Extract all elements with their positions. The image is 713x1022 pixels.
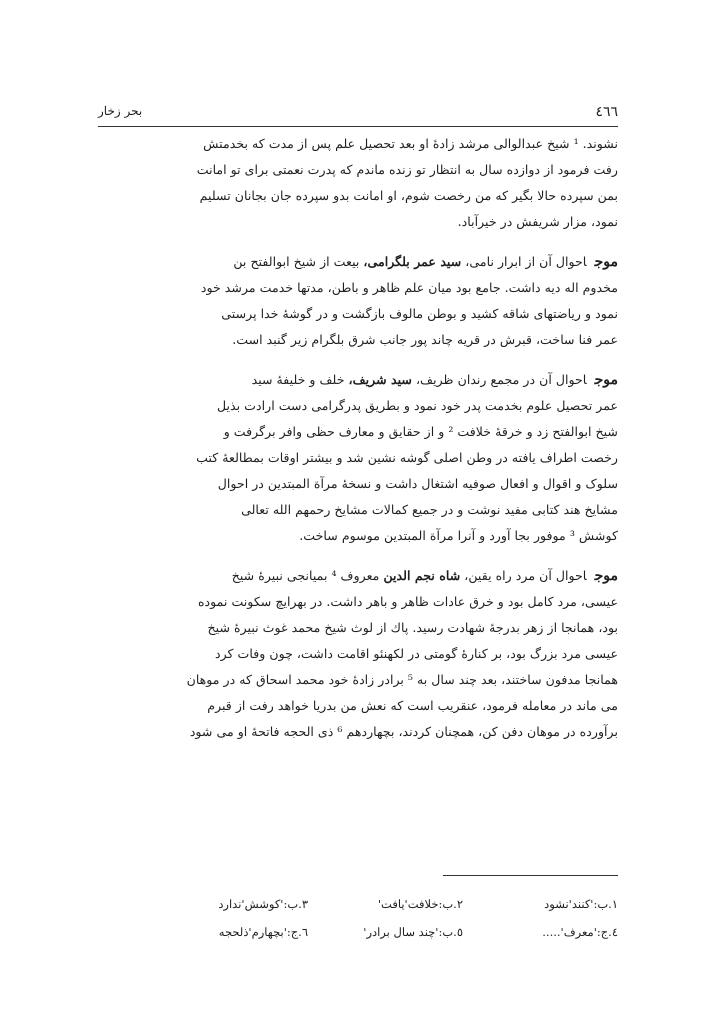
footnote: ٦.ج:'بچهارم'ذلحجه — [218, 925, 308, 939]
footnote: ٥.ب:'چند سال برادر' — [363, 925, 463, 939]
text-line: عمر تحصیل علوم بخدمت پدر خود نمود و بطریق پدرگرامی دست ارادت بذیل — [216, 398, 618, 413]
entry-first-line — [98, 367, 618, 393]
text-line: سلوک و اقوال و افعال صوفیه اشتغال داشت و نسخهٔ مرآة المبتدین در احوال — [217, 476, 618, 491]
entry-first-line — [98, 249, 618, 275]
text-line: بود، همانجا از زهر بدرجهٔ شهادت رسید. پاك از لوث شیخ محمد غوث نبیرهٔ شیخ — [207, 620, 618, 635]
entry-text: خلف و خلیفهٔ سید — [251, 372, 349, 387]
document-page — [98, 100, 618, 939]
text-line: عیسی، مرد کامل بود و خرق عادات ظاهر و باهر داشت. در بهرایچ سکونت نموده — [197, 594, 618, 609]
text-line: می ماند در معامله فرمود، عنقریب است که نعش من بدریا خواهد رفت از قبرم — [207, 698, 618, 713]
text-line: کوشش ³ موفور بجا آورد و آنرا مرآة المبتدین موسوم ساخت. — [299, 528, 618, 543]
entry-paragraph — [98, 249, 618, 353]
text-line: بمن سپرده حالا بگیر که من رخصت شوم، او امانت بدو سپرده جان بجانان تسلیم — [199, 188, 618, 203]
opening-paragraph — [98, 131, 618, 235]
header-rule — [98, 126, 618, 127]
entry-keyword: موج — [594, 568, 618, 584]
footnote-row — [98, 918, 618, 946]
footnote-row — [98, 890, 618, 918]
text-line: رفت فرمود از دوازده سال به انتظار تو زنده ماندم که پدرت نعمتی برای تو امانت — [196, 162, 618, 177]
entry-keyword: موج — [594, 254, 618, 270]
text-line: نمود، مزار شریفش در خیرآباد. — [457, 214, 618, 229]
text-line: عمر فنا ساخت، قبرش در قریه چاند پور جانب شرق بلگرام زیر گنبد است. — [232, 332, 618, 347]
text-line: نشوند. ¹ شیخ عبدالوالی مرشد زادهٔ او بعد تحصیل علم پس از مدت که بخدمتش — [203, 136, 618, 151]
entry-text: احوال آن در مجمع رندان ظریف، — [411, 372, 587, 387]
entry-keyword: موج — [594, 372, 618, 388]
entry-paragraph — [98, 563, 618, 745]
entry-text: احوال آن از ابرار نامی، — [461, 254, 587, 269]
footnote: ١.ب:'کنند'نشود — [544, 897, 618, 911]
text-line: همانجا مدفون ساختند، بعد چند سال به ⁵ برادر زادهٔ خود محمد اسحاق که در موهان — [186, 672, 618, 687]
footnote: ٤.ج:'معرف'..... — [542, 925, 618, 939]
text-line: نمود و ریاضتهای شاقه کشید و بوطن مالوف بازگشت و در گوشهٔ خدا پرستی — [221, 306, 618, 321]
page-number: ٤٦٦ — [595, 104, 618, 120]
running-title: بحر زخار — [98, 104, 143, 118]
footnote-rule — [443, 875, 618, 876]
entry-person-name: سید عمر بلگرامی، — [363, 254, 462, 269]
running-header — [98, 100, 618, 122]
footnotes — [98, 890, 618, 946]
text-line: شیخ ابوالفتح زد و خرقهٔ خلافت ² و از حقایق و معارف حظی وافر برگرفت و — [223, 424, 618, 439]
entry-person-name: سید شریف، — [348, 372, 412, 387]
text-line: رخصت اطراف یافته در وطن اصلی گوشه نشین شد و بیشتر اوقات بمطالعهٔ کتب — [196, 450, 618, 465]
entry-first-line — [98, 563, 618, 589]
footnote: ٢.ب:خلافت'یافت' — [377, 897, 463, 911]
entry-text: احوال آن مرد راه یقین، — [460, 568, 587, 583]
entry-paragraph — [98, 367, 618, 549]
footnote: ٣.ب:'کوشش'ندارد — [218, 897, 308, 911]
text-line: عیسی مرد بزرگ بود، بر کنارهٔ گومتی در لکهنئو اقامت داشت، چون وفات کرد — [214, 646, 618, 661]
entry-text: معروف ⁴ بمیانجی نبیرهٔ شیخ — [231, 568, 384, 583]
text-line: مخدوم اله دیه داشت. جامع بود میان علم ظاهر و باطن، مدتها خدمت مرشد خود — [200, 280, 618, 295]
entry-person-name: شاه نجم الدین — [383, 568, 461, 583]
entry-text: بیعت از شیخ ابوالفتح بن — [233, 254, 364, 269]
text-line: برآورده در موهان دفن کن، همچنان کردند، بچهاردهم ⁶ ذی الحجه فاتحهٔ او می شود — [189, 724, 618, 739]
text-line: مشایخ هند کتابی مفید نوشت و در جمیع کمالات مشایخ رحمهم الله تعالی — [241, 502, 618, 517]
